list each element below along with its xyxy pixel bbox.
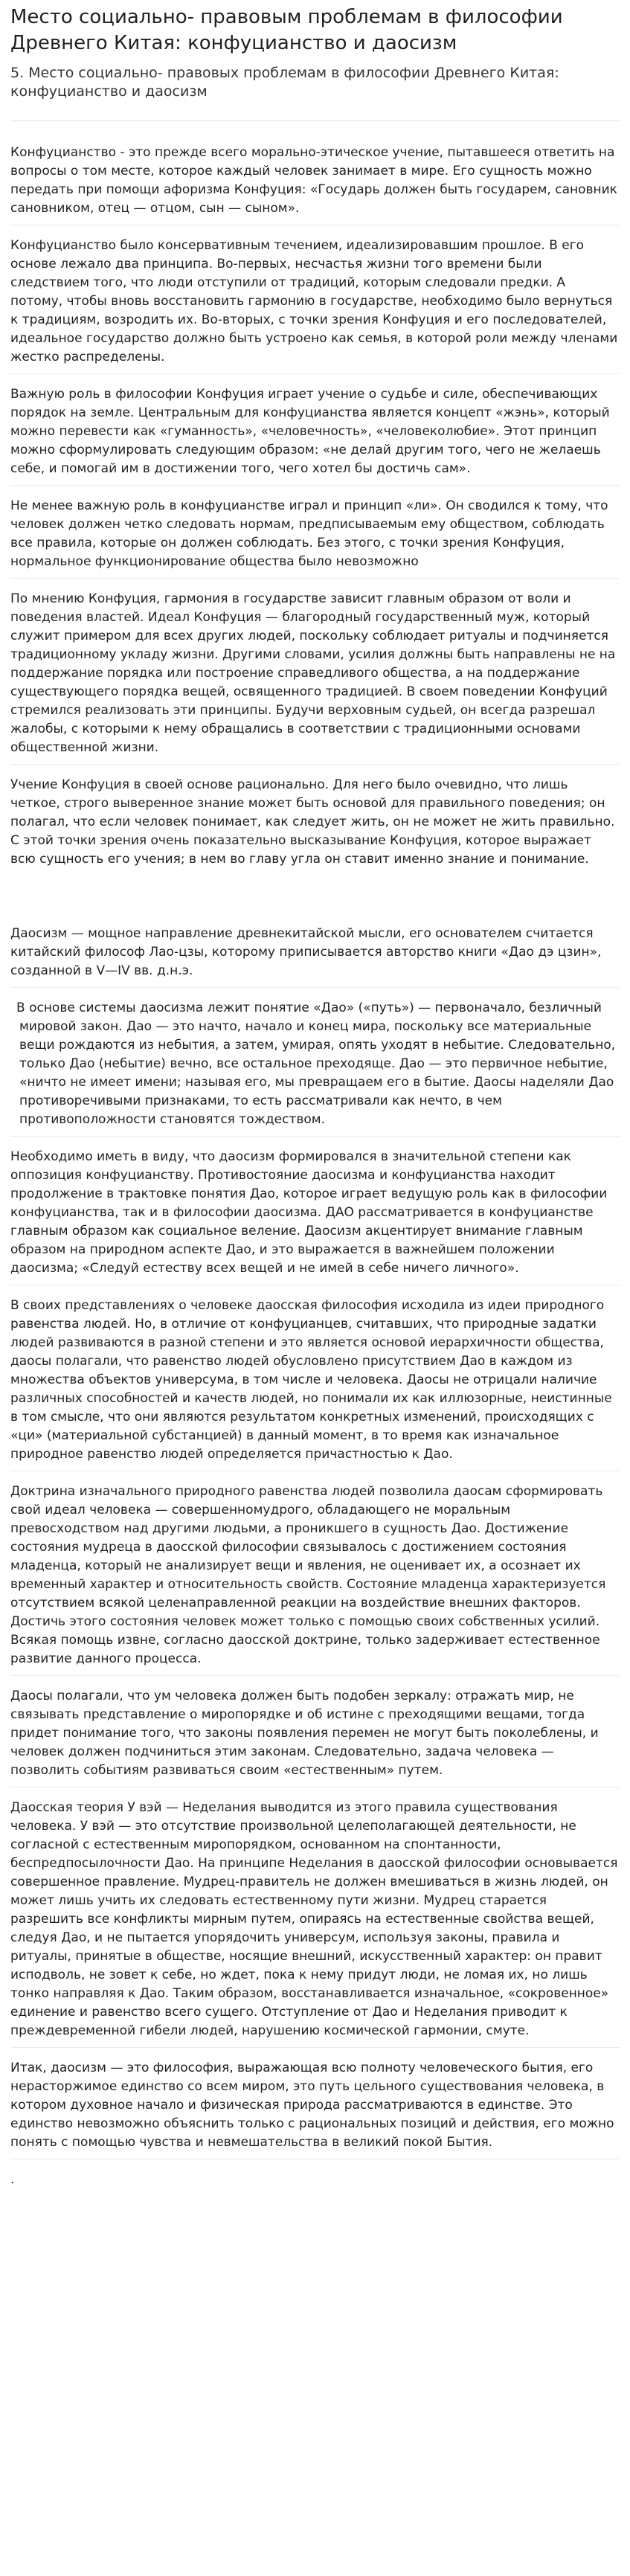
paragraph: Итак, даосизм — это философия, выражающая всю полноту человеческого бытия, его нерасторжимое единство со всем миром, это путь цельного существования человека, в котором духовное начало и физическая природа рассматриваются в единстве. Это единство невозможно объяснить только с рациональных позиций и действия, его можно понять с помощью чувства и невмешательства в великий покой Бытия.	[10, 2059, 620, 2159]
paragraph: Учение Конфуция в своей основе рационально. Для него было очевидно, что лишь четкое, строго выверенное знание может быть основой для правильного поведения; он полагал, что если человек понимает, как следует жить, он не может не жить правильно. С этой точки зрения очень показательно высказывание Конфуция, которое выражает всю сущность его учения; в нем во главу угла он ставит именно знание и понимание.	[10, 777, 615, 867]
page-subtitle: 5. Место социально- правовых проблемам в философии Древнего Китая: конфуцианство и даосизм	[10, 65, 559, 100]
paragraph: Не менее важную роль в конфуцианстве играл и принцип «ли». Он сводился к тому, что человек должен четко следовать нормам, предписываемым ему обществом, соблюдать все правила, которые он должен соблюдать. Без этого, с точки зрения Конфуция, нормальное функционирование общества было невозможно	[10, 497, 620, 579]
page-title: Место социально- правовым проблемам в философии Древнего Китая: конфуцианство и даосизм	[10, 6, 563, 54]
paragraph: По мнению Конфуция, гармония в государстве зависит главным образом от воли и поведения властей. Идеал Конфуция — благородный государственный муж, который служит примером для всех других людей, поскольку соблюдает ритуалы и подчиняется традиционному укладу жизни. Другими словами, усилия должны быть направлены не на поддержание порядка или построение справедливого общества, а на поддержание существующего порядка вещей, освященного традицией. В своем поведении Конфуций стремился реализовать эти принципы. Будучи верховным судьей, он всегда разрешал жалобы, с которыми к нему обращались в соответствии с традиционными основами общественной жизни.	[10, 590, 620, 765]
section-confucianism	[10, 144, 620, 876]
paragraph: Необходимо иметь в виду, что даосизм формировался в значительной степени как оппозиция конфуцианству. Противостояние даосизма и конфуцианства находит продолжение в трактовке понятия Дао, которое играет ведущую роль как в философии конфуцианства, так и в философии даосизма. ДАО рассматривается в конфуцианстве главным образом как социальное веление. Даосизм акцентирует внимание главным образом на природном аспекте Дао, и это выражается в важнейшем положении даосизма; «Следуй естеству всех вещей и не имей в себе ничего личного».	[10, 1148, 620, 1285]
paragraph: Конфуцианство - это прежде всего морально-этическое учение, пытавшееся ответить на вопросы о том месте, которое каждый человек занимает в мире. Его сущность можно передать при помощи афоризма Конфуция: «Государь должен быть государем, сановник сановником, отец — отцом, сын — сыном».	[10, 144, 620, 225]
paragraph: В своих представлениях о человеке даосская философия исходила из идеи природного равенства людей. Но, в отличие от конфуцианцев, считавших, что природные задатки людей развиваются в разной степени и это является основой иерархичности общества, даосы полагали, что равенство людей обусловлено присутствием Дао в каждом из множества объектов универсума, в том числе и человека. Даосы не отрицали наличие различных способностей и качеств людей, но понимали их как иллюзорные, неистинные в том смысле, что они являются результатом конкретных изменений, происходящих с «ци» (материальной субстанцией) в данный момент, в то время как изначальное природное равенство людей определяется причастностью к Дао.	[10, 1297, 620, 1471]
paragraph: Важную роль в философии Конфуция играет учение о судьбе и силе, обеспечивающих порядок на земле. Центральным для конфуцианства является концепт «жэнь», который можно перевести как «гуманность», «человечность», «человеколюбие». Этот принцип можно сформулировать следующим образом: «не делай другим того, чего не желаешь себе, и помогай им в достижении того, чего хотел бы достичь сам».	[10, 385, 620, 486]
paragraph: Конфуцианство было консервативным течением, идеализировавшим прошлое. В его основе лежало два принципа. Во-первых, несчастья жизни того времени были следствием того, что люди отступили от традиций, которым следовали предки. А потому, чтобы вновь восстановить гармонию в государстве, необходимо было вернуться к традициям, возродить их. Во-вторых, с точки зрения Конфуция и его последователей, идеальное государство должно быть устроено как семья, в которой роли между членами жестко распределены.	[10, 237, 620, 374]
paragraph: В основе системы даосизма лежит понятие «Дао» («путь») — первоначало, безличный мировой закон. Дао — это начто, начало и конец мира, поскольку все материальные вещи рождаются из небытия, а затем, умирая, опять уходят в небытие. Следовательно, только Дао (небытие) вечно, все остальное преходяще. Дао — это первичное небытие, «ничто не имеет имени; называя его, мы превращаем его в бытие. Даосы наделяли Дао противоречивыми признаками, то есть рассматривали как нечто, в чем противоположности становятся тождеством.	[10, 999, 620, 1137]
paragraph: Даосы полагали, что ум человека должен быть подобен зеркалу: отражать мир, не связывать представление о миропорядке и об истине с преходящими вещами, тогда придет понимание того, что законы появления перемен не могут быть поколеблены, и человек должен подчиниться этим законам. Следовательно, задача человека — позволить событиям развиваться своим «естественным» путем.	[10, 1687, 620, 1788]
end-mark: .	[10, 2172, 15, 2187]
section-daoism	[10, 925, 620, 2189]
paragraph: Доктрина изначального природного равенства людей позволила даосам сформировать свой идеал человека — совершенномудрого, обладающего не моральным превосходством над другими людьми, а проникшего в сущность Дао. Достижение состояния мудреца в даосской философии связывалось с достижением состояния младенца, который не анализирует вещи и явления, не оценивает их, а осознает их временный характер и относительность свойств. Состояние младенца характеризуется отсутствием всякой целенаправленной реакции на воздействие внешних факторов. Достичь этого состояния человек может только с помощью своих собственных усилий. Всякая помощь извне, согласно даосской доктрине, только задерживает естественное развитие данного процесса.	[10, 1483, 620, 1676]
paragraph: Даосская теория У вэй — Неделания выводится из этого правила существования человека. У вэй — это отсутствие произвольной целеполагающей деятельности, не согласной с естественным миропорядком, основанном на спонтанности, беспредпосылочности Дао. На принципе Неделания в даосской философии основывается совершенное правление. Мудрец-правитель не должен вмешиваться в жизнь людей, он может лишь учить их следовать естественному пути жизни. Мудрец старается разрешить все конфликты мирным путем, опираясь на естественные свойства вещей, следуя Дао, и не пытается упорядочить универсум, используя законы, правила и ритуалы, принятые в обществе, носящие внешний, искусственный характер: он правит исподволь, не зовет к себе, но ждет, пока к нему придут люди, не ломая их, но лишь тонко направляя к Дао. Таким образом, восстанавливается изначальное, «сокровенное» единение и равенство всего сущего. Отступление от Дао и Неделания приводит к преждевременной гибели людей, нарушению космической гармонии, смуте.	[10, 1799, 620, 2048]
paragraph: Даосизм — мощное направление древнекитайской мысли, его основателем считается китайский философ Лао-цзы, которому приписывается авторство книги «Дао дэ цзин», созданной в V—IV вв. д.н.э.	[10, 925, 620, 988]
